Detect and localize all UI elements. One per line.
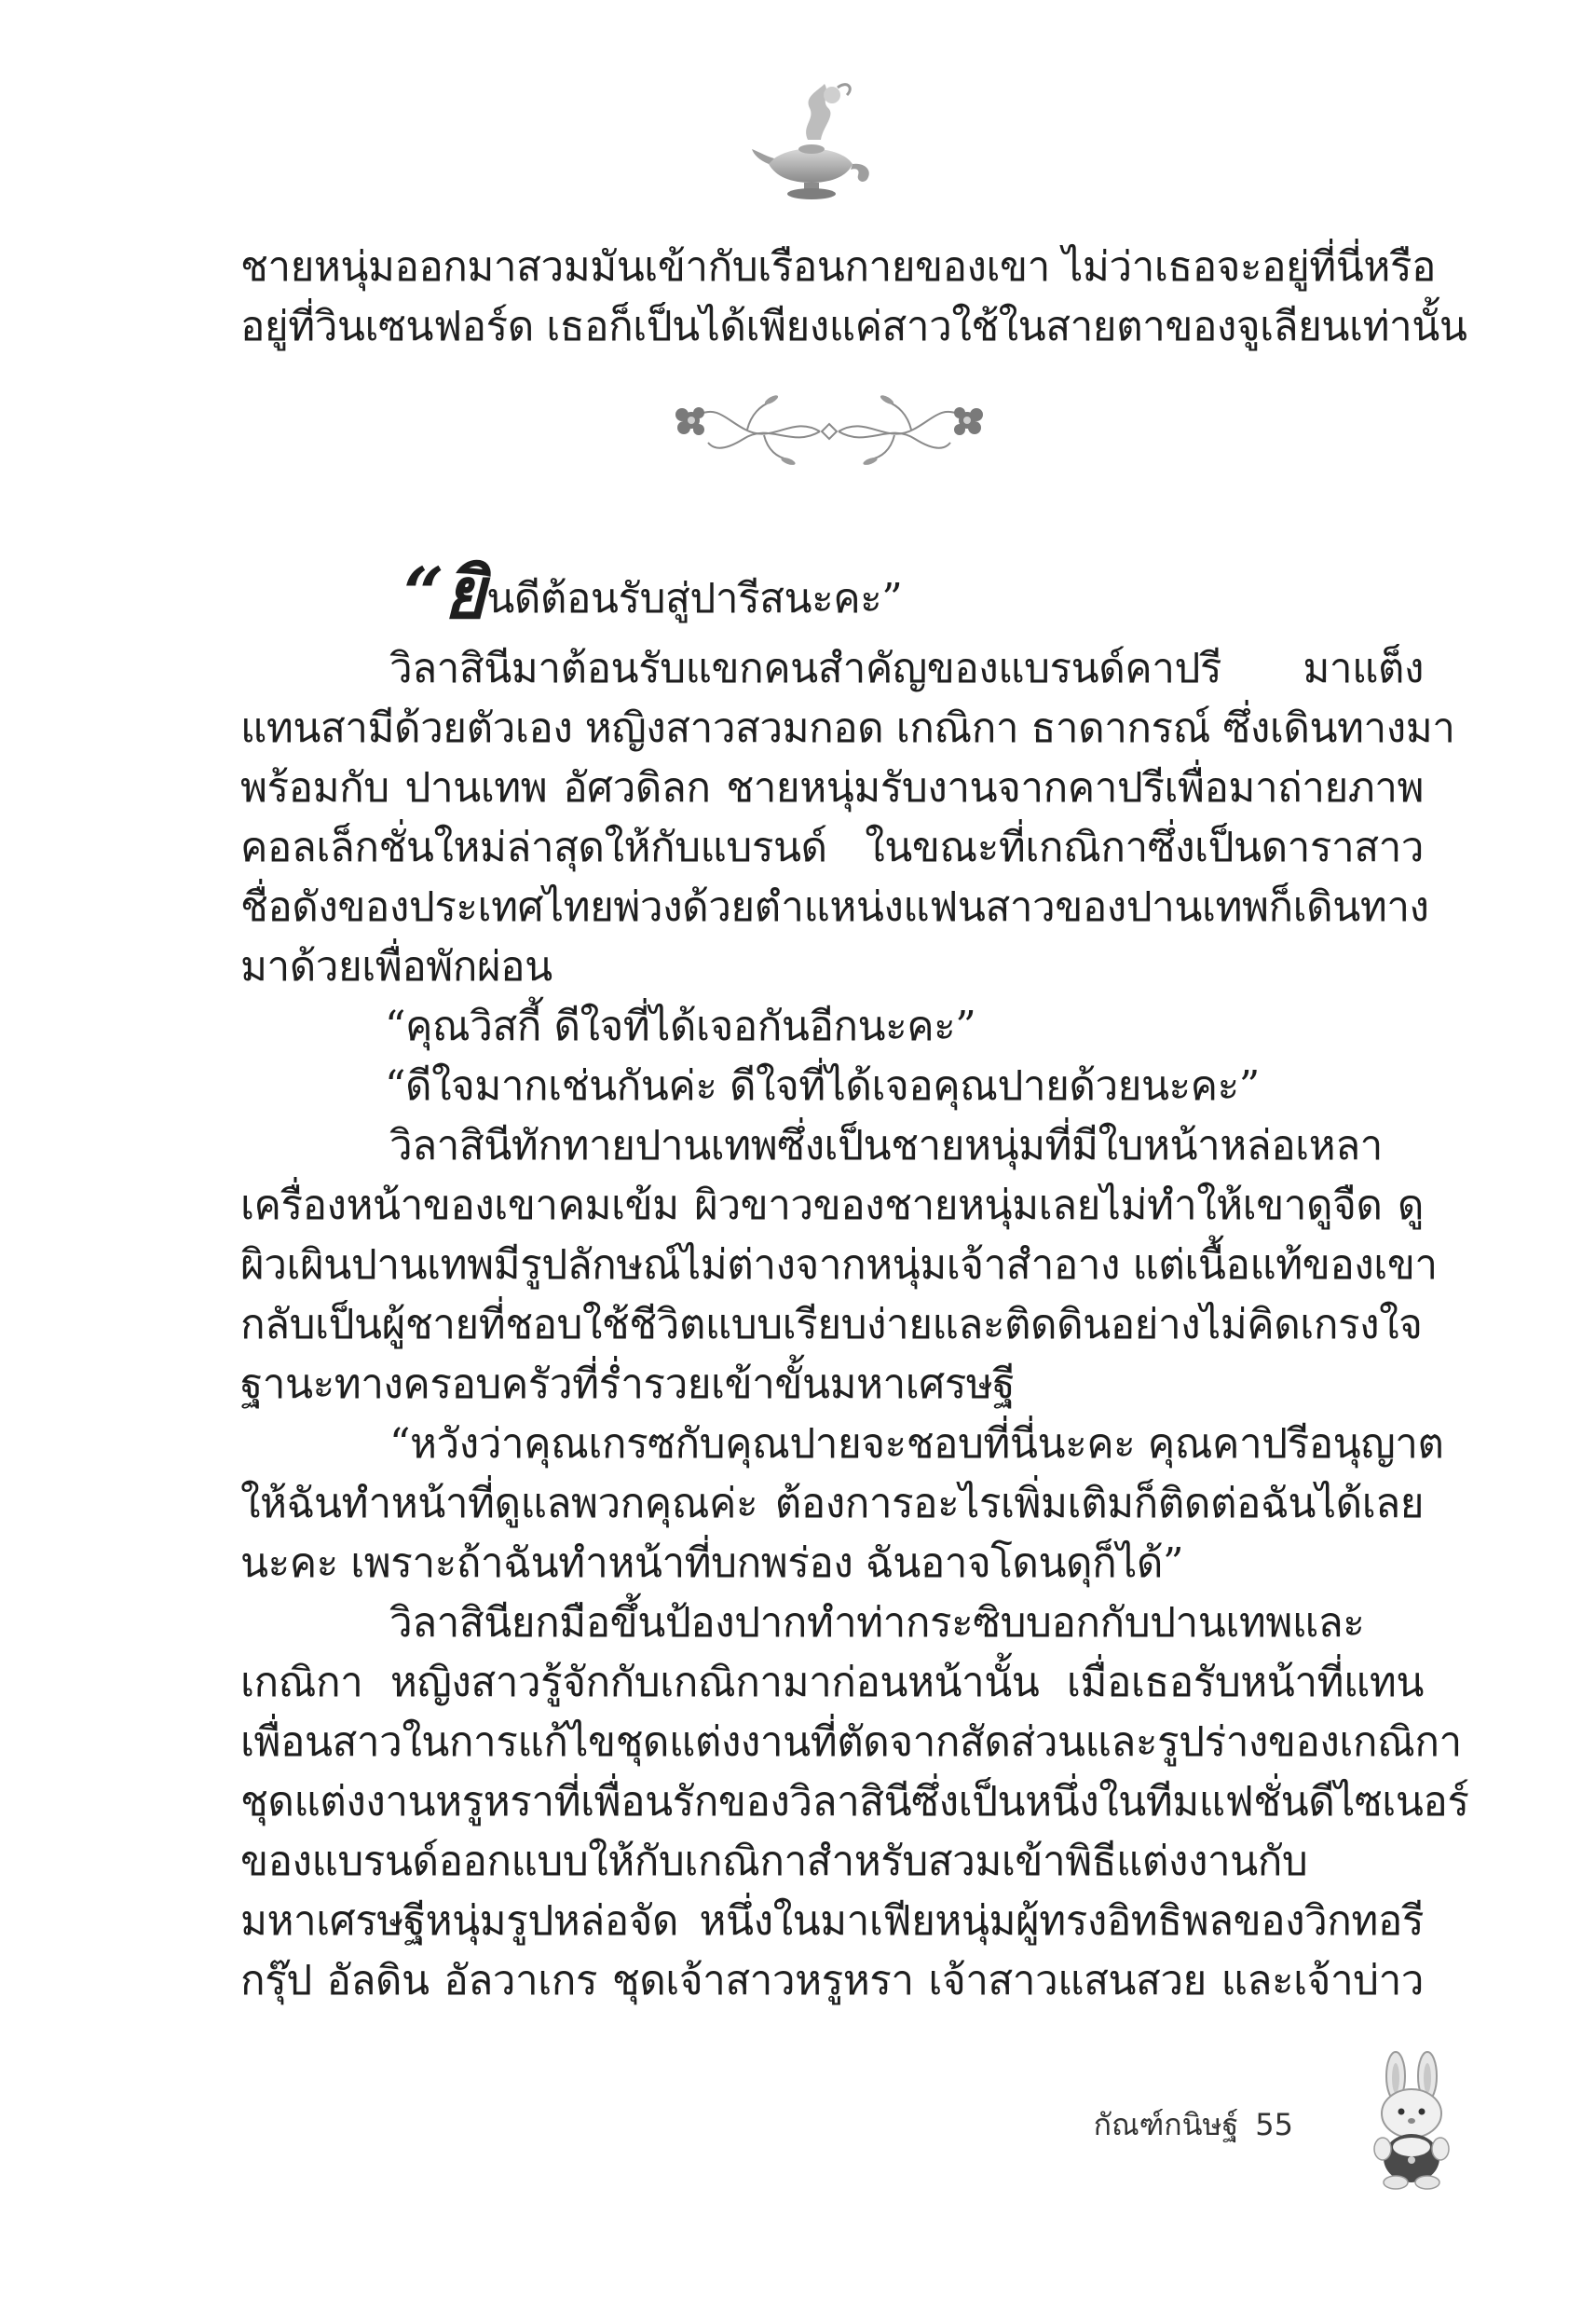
paragraph-line: แทนสามีด้วยตัวเอง หญิงสาวสวมกอด เกณิกา ธาดากรณ์ ซึ่งเดินทางมา — [240, 704, 1455, 752]
paragraph-line: ชุดแต่งงานหรูหราที่เพื่อนรักของวิลาสินีซึ่งเป็นหนึ่งในทีมแฟชั่นดีไซเนอร์ — [240, 1778, 1469, 1826]
main-text — [240, 552, 1469, 2011]
paragraph-line: วิลาสินีทักทายปานเทพซึ่งเป็นชายหนุ่มที่มีใบหน้าหล่อเหลา — [389, 1122, 1383, 1169]
opening-text: นดีต้อนรับสู่ปารีสนะคะ” — [486, 575, 903, 622]
paragraph-line: “หวังว่าคุณเกรซกับคุณปายจะชอบที่นี่นะคะ คุณคาปรีอนุญาต — [389, 1420, 1444, 1468]
paragraph-4 — [240, 1593, 1469, 2011]
page-number: 55 — [1255, 2107, 1293, 2142]
paragraph-line: นะคะ เพราะถ้าฉันทำหน้าที่บกพร่อง ฉันอาจโดนดุก็ได้” — [240, 1539, 1183, 1587]
dialogue-line: “ดีใจมากเช่นกันค่ะ ดีใจที่ได้เจอคุณปายด้วยนะคะ” — [385, 1062, 1260, 1110]
paragraph-line: คอลเล็กชั่นใหม่ล่าสุดให้กับแบรนด์ ในขณะที่เกณิกาซึ่งเป็นดาราสาว — [240, 824, 1424, 871]
paragraph-line: ให้ฉันทำหน้าที่ดูแลพวกคุณค่ะ ต้องการอะไรเพิ่มเติมก็ติดต่อฉันได้เลย — [240, 1480, 1424, 1527]
bunny-mascot-icon — [1360, 2050, 1463, 2190]
paragraph-line: เครื่องหน้าของเขาคมเข้ม ผิวขาวของชายหนุ่มเลยไม่ทำให้เขาดูจืด ดู — [240, 1182, 1424, 1229]
genie-lamp-icon — [750, 75, 880, 205]
paragraph-line: อยู่ที่วินเซนฟอร์ด เธอก็เป็นได้เพียงแค่สาวใช้ในสายตาของจูเลียนเท่านั้น — [240, 303, 1467, 350]
paragraph-line: เพื่อนสาวในการแก้ไขชุดแต่งงานที่ตัดจากสัดส่วนและรูปร่างของเกณิกา — [240, 1718, 1462, 1766]
top-paragraph — [240, 238, 1467, 357]
paragraph-line: ผิวเผินปานเทพมีรูปลักษณ์ไม่ต่างจากหนุ่มเจ้าสำอาง แต่เนื้อแท้ของเขา — [240, 1241, 1438, 1289]
paragraph-line: ชื่อดังของประเทศไทยพ่วงด้วยตำแหน่งแฟนสาวของปานเทพก็เดินทาง — [240, 883, 1429, 931]
paragraph-line: กลับเป็นผู้ชายที่ชอบใช้ชีวิตแบบเรียบง่ายและติดดินอย่างไม่คิดเกรงใจ — [240, 1301, 1423, 1348]
dialogue-line: “คุณวิสกี้ ดีใจที่ได้เจอกันอีกนะคะ” — [385, 1003, 976, 1050]
paragraph-line: ฐานะทางครอบครัวที่ร่ำรวยเข้าขั้นมหาเศรษฐี — [240, 1361, 1016, 1408]
paragraph-1 — [240, 639, 1455, 997]
page-footer — [1094, 2101, 1293, 2149]
chapter-opening-line — [240, 552, 1424, 639]
book-title: กัณฑ์กนิษฐ์ — [1093, 2107, 1239, 2142]
paragraph-line: มาด้วยเพื่อพักผ่อน — [240, 943, 552, 991]
floral-divider-icon — [671, 377, 988, 480]
paragraph-line: ชายหนุ่มออกมาสวมมันเข้ากับเรือนกายของเขา ไม่ว่าเธอจะอยู่ที่นี่หรือ — [240, 243, 1436, 291]
paragraph-line: กรุ๊ป อัลดิน อัลวาเกร ชุดเจ้าสาวหรูหรา เจ้าสาวแสนสวย และเจ้าบ่าว — [240, 1957, 1424, 2004]
paragraph-line: เกณิกา หญิงสาวรู้จักกับเกณิกามาก่อนหน้านั้น เมื่อเธอรับหน้าที่แทน — [240, 1659, 1424, 1706]
paragraph-3 — [240, 1415, 1444, 1593]
paragraph-line: พร้อมกับ ปานเทพ อัศวดิลก ชายหนุ่มรับงานจากคาปรีเพื่อมาถ่ายภาพ — [240, 764, 1424, 812]
drop-cap: “ยิ — [403, 552, 485, 635]
paragraph-line: วิลาสินียกมือขึ้นป้องปากทำท่ากระซิบบอกกับปานเทพและ — [389, 1599, 1365, 1647]
paragraph-line: ของแบรนด์ออกแบบให้กับเกณิกาสำหรับสวมเข้าพิธีแต่งงานกับ — [240, 1838, 1308, 1885]
paragraph-line: วิลาสินีมาต้อนรับแขกคนสำคัญของแบรนด์คาปรี มาแต็ง — [389, 645, 1424, 692]
paragraph-line: มหาเศรษฐีหนุ่มรูปหล่อจัด หนึ่งในมาเฟียหนุ่มผู้ทรงอิทธิพลของวิกทอรี — [240, 1897, 1424, 1945]
paragraph-2 — [240, 1116, 1438, 1415]
